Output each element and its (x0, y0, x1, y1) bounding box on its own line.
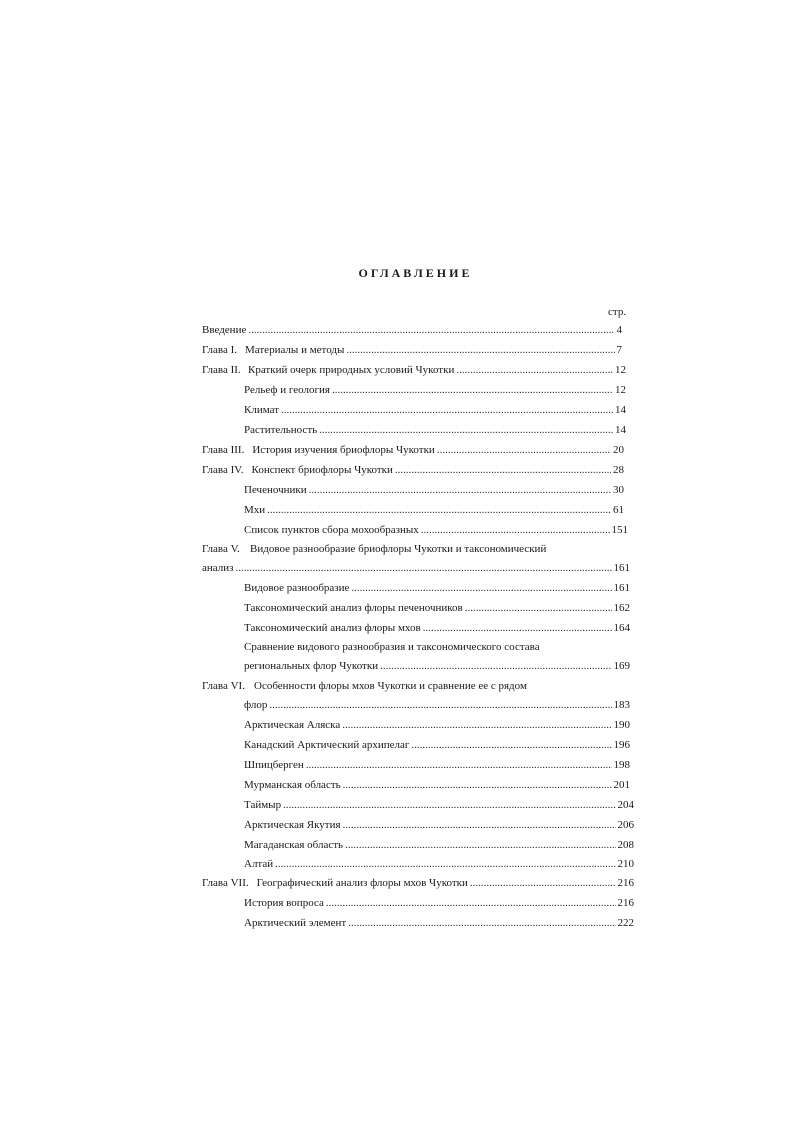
toc-leader (395, 462, 611, 478)
toc-leader (380, 658, 611, 674)
toc-entry-text: Печеночники (244, 484, 307, 496)
toc-leader (348, 915, 615, 931)
toc-page-number: 204 (617, 799, 634, 811)
toc-entry-text: Мхи (244, 504, 266, 516)
toc-leader (332, 382, 613, 398)
toc-entry-text: Видовое разнообразие (244, 582, 350, 594)
toc-entry-text: Арктическая Аляска (244, 719, 341, 731)
toc-page-number: 12 (615, 364, 626, 376)
toc-page-number: 208 (617, 839, 634, 851)
toc-entry-climate[interactable] (244, 402, 626, 418)
toc-chapter-label: Глава I. (202, 344, 237, 356)
toc-entry-text: Канадский Арктический архипелаг (244, 739, 410, 751)
toc-page-number: 164 (613, 622, 630, 634)
toc-entry-vegetation[interactable] (244, 422, 626, 438)
toc-entry-text: флор (244, 699, 268, 711)
toc-chapter-label: Глава II. (202, 364, 241, 376)
toc-leader (423, 620, 612, 636)
toc-page-number: 190 (613, 719, 630, 731)
toc-page-number: 169 (613, 660, 630, 672)
toc-leader (351, 580, 611, 596)
toc-entry-intro[interactable] (202, 322, 622, 338)
toc-page-number: 216 (617, 877, 634, 889)
toc-page-number: 198 (613, 759, 630, 771)
toc-leader (343, 817, 616, 833)
toc-page-number: 210 (617, 858, 634, 870)
toc-entry-text: Арктический элемент (244, 917, 347, 929)
toc-leader (470, 875, 616, 891)
toc-entry-text: Магаданская область (244, 839, 344, 851)
toc-chapter-label: Глава VI. (202, 680, 245, 692)
toc-leader (269, 697, 611, 713)
toc-leader (306, 757, 612, 773)
toc-chapter-label: Глава V. (202, 543, 240, 555)
toc-page-number: 201 (613, 779, 630, 791)
toc-entry-taimyr[interactable] (244, 797, 634, 813)
toc-page-number: 61 (613, 504, 624, 516)
toc-entry-chapter-1[interactable] (202, 342, 622, 358)
toc-entry-text: Введение (202, 324, 247, 336)
toc-entry-comparison-cont[interactable] (244, 658, 630, 674)
toc-entry-text: Арктическая Якутия (244, 819, 341, 831)
toc-entry-chapter-3[interactable] (202, 442, 624, 458)
toc-entry-relief[interactable] (244, 382, 626, 398)
toc-page-number: 222 (617, 917, 634, 929)
toc-leader (465, 600, 612, 616)
toc-entry-text: Конспект бриофлоры Чукотки (251, 464, 393, 476)
toc-entry-text: Таксономический анализ флоры печеночников (244, 602, 463, 614)
toc-leader (456, 362, 613, 378)
toc-page-number: 161 (613, 562, 630, 574)
toc-page-number: 183 (613, 699, 630, 711)
toc-page-number: 20 (613, 444, 624, 456)
toc-leader (267, 502, 611, 518)
toc-leader (248, 322, 614, 338)
toc-chapter-label: Глава VII. (202, 877, 249, 889)
toc-entry-text: Климат (244, 404, 280, 416)
toc-entry-text: анализ (202, 562, 234, 574)
toc-leader (346, 342, 614, 358)
toc-entry-magadan[interactable] (244, 837, 634, 853)
toc-entry-alaska[interactable] (244, 717, 630, 733)
toc-entry-text: Краткий очерк природных условий Чукотки (248, 364, 455, 376)
toc-entry-text: История вопроса (244, 897, 324, 909)
toc-leader (326, 895, 616, 911)
toc-page-number: 151 (611, 524, 628, 536)
toc-entry-text: Растительность (244, 424, 318, 436)
toc-entry-chapter-6[interactable] (202, 678, 527, 694)
toc-entry-text: Список пунктов сбора мохообразных (244, 524, 419, 536)
toc-leader (283, 797, 615, 813)
toc-leader (342, 717, 611, 733)
toc-entry-altai[interactable] (244, 856, 634, 872)
toc-entry-spitsbergen[interactable] (244, 757, 630, 773)
toc-chapter-label: Глава IV. (202, 464, 244, 476)
toc-entry-murmansk[interactable] (244, 777, 630, 793)
toc-entry-history[interactable] (244, 895, 634, 911)
toc-entry-text: Алтай (244, 858, 274, 870)
toc-entry-text: Особенности флоры мхов Чукотки и сравнение ее с рядом (254, 680, 527, 692)
toc-entry-text: Материалы и методы (245, 344, 345, 356)
toc-page-number: 196 (613, 739, 630, 751)
toc-entry-text: Сравнение видового разнообразия и таксономического состава (244, 641, 540, 653)
page-title: ОГЛАВЛЕНИЕ (358, 266, 473, 280)
toc-entry-chapter-4[interactable] (202, 462, 624, 478)
toc-page-number: 28 (613, 464, 624, 476)
toc-page-number: 30 (613, 484, 624, 496)
toc-leader (235, 560, 611, 576)
toc-entry-liverworts[interactable] (244, 482, 624, 498)
toc-entry-collection-points[interactable] (244, 522, 628, 538)
toc-page-number: 7 (616, 344, 622, 356)
toc-entry-text: Таймыр (244, 799, 282, 811)
toc-entry-taxonomic-liverworts[interactable] (244, 600, 630, 616)
toc-leader (309, 482, 611, 498)
toc-page-number: 162 (613, 602, 630, 614)
toc-leader (421, 522, 610, 538)
toc-entry-chapter-2[interactable] (202, 362, 626, 378)
toc-entry-species-diversity[interactable] (244, 580, 630, 596)
toc-page-number: 14 (615, 404, 626, 416)
toc-entry-comparison[interactable] (244, 639, 540, 655)
toc-entry-chapter-7[interactable] (202, 875, 634, 891)
toc-leader (411, 737, 611, 753)
toc-entry-arctic-element[interactable] (244, 915, 634, 931)
toc-page-number: 4 (616, 324, 622, 336)
toc-entry-yakutia[interactable] (244, 817, 634, 833)
toc-entry-mosses[interactable] (244, 502, 624, 518)
toc-entry-text: Видовое разнообразие бриофлоры Чукотки и таксономический (250, 543, 547, 555)
toc-leader (437, 442, 611, 458)
toc-entry-chapter-5[interactable] (202, 541, 546, 557)
toc-entry-text: Рельеф и геология (244, 384, 330, 396)
toc-page-number: 216 (617, 897, 634, 909)
toc-page-number: 12 (615, 384, 626, 396)
toc-entry-text: История изучения бриофлоры Чукотки (252, 444, 435, 456)
toc-leader (281, 402, 613, 418)
page-column-label: стр. (608, 306, 627, 318)
toc-entry-text: региональных флор Чукотки (244, 660, 379, 672)
toc-leader (319, 422, 613, 438)
toc-entry-canadian-archipelago[interactable] (244, 737, 630, 753)
toc-entry-chapter-5-cont[interactable] (202, 560, 630, 576)
toc-entry-text: Мурманская область (244, 779, 341, 791)
toc-page-number: 161 (613, 582, 630, 594)
toc-page-number: 14 (615, 424, 626, 436)
toc-page-number: 206 (617, 819, 634, 831)
toc-chapter-label: Глава III. (202, 444, 245, 456)
toc-entry-taxonomic-mosses[interactable] (244, 620, 630, 636)
toc-entry-text: Таксономический анализ флоры мхов (244, 622, 421, 634)
toc-entry-text: Географический анализ флоры мхов Чукотки (256, 877, 468, 889)
toc-leader (275, 856, 615, 872)
toc-entry-chapter-6-cont[interactable] (244, 697, 630, 713)
toc-leader (345, 837, 615, 853)
toc-entry-text: Шпицберген (244, 759, 304, 771)
toc-leader (343, 777, 612, 793)
